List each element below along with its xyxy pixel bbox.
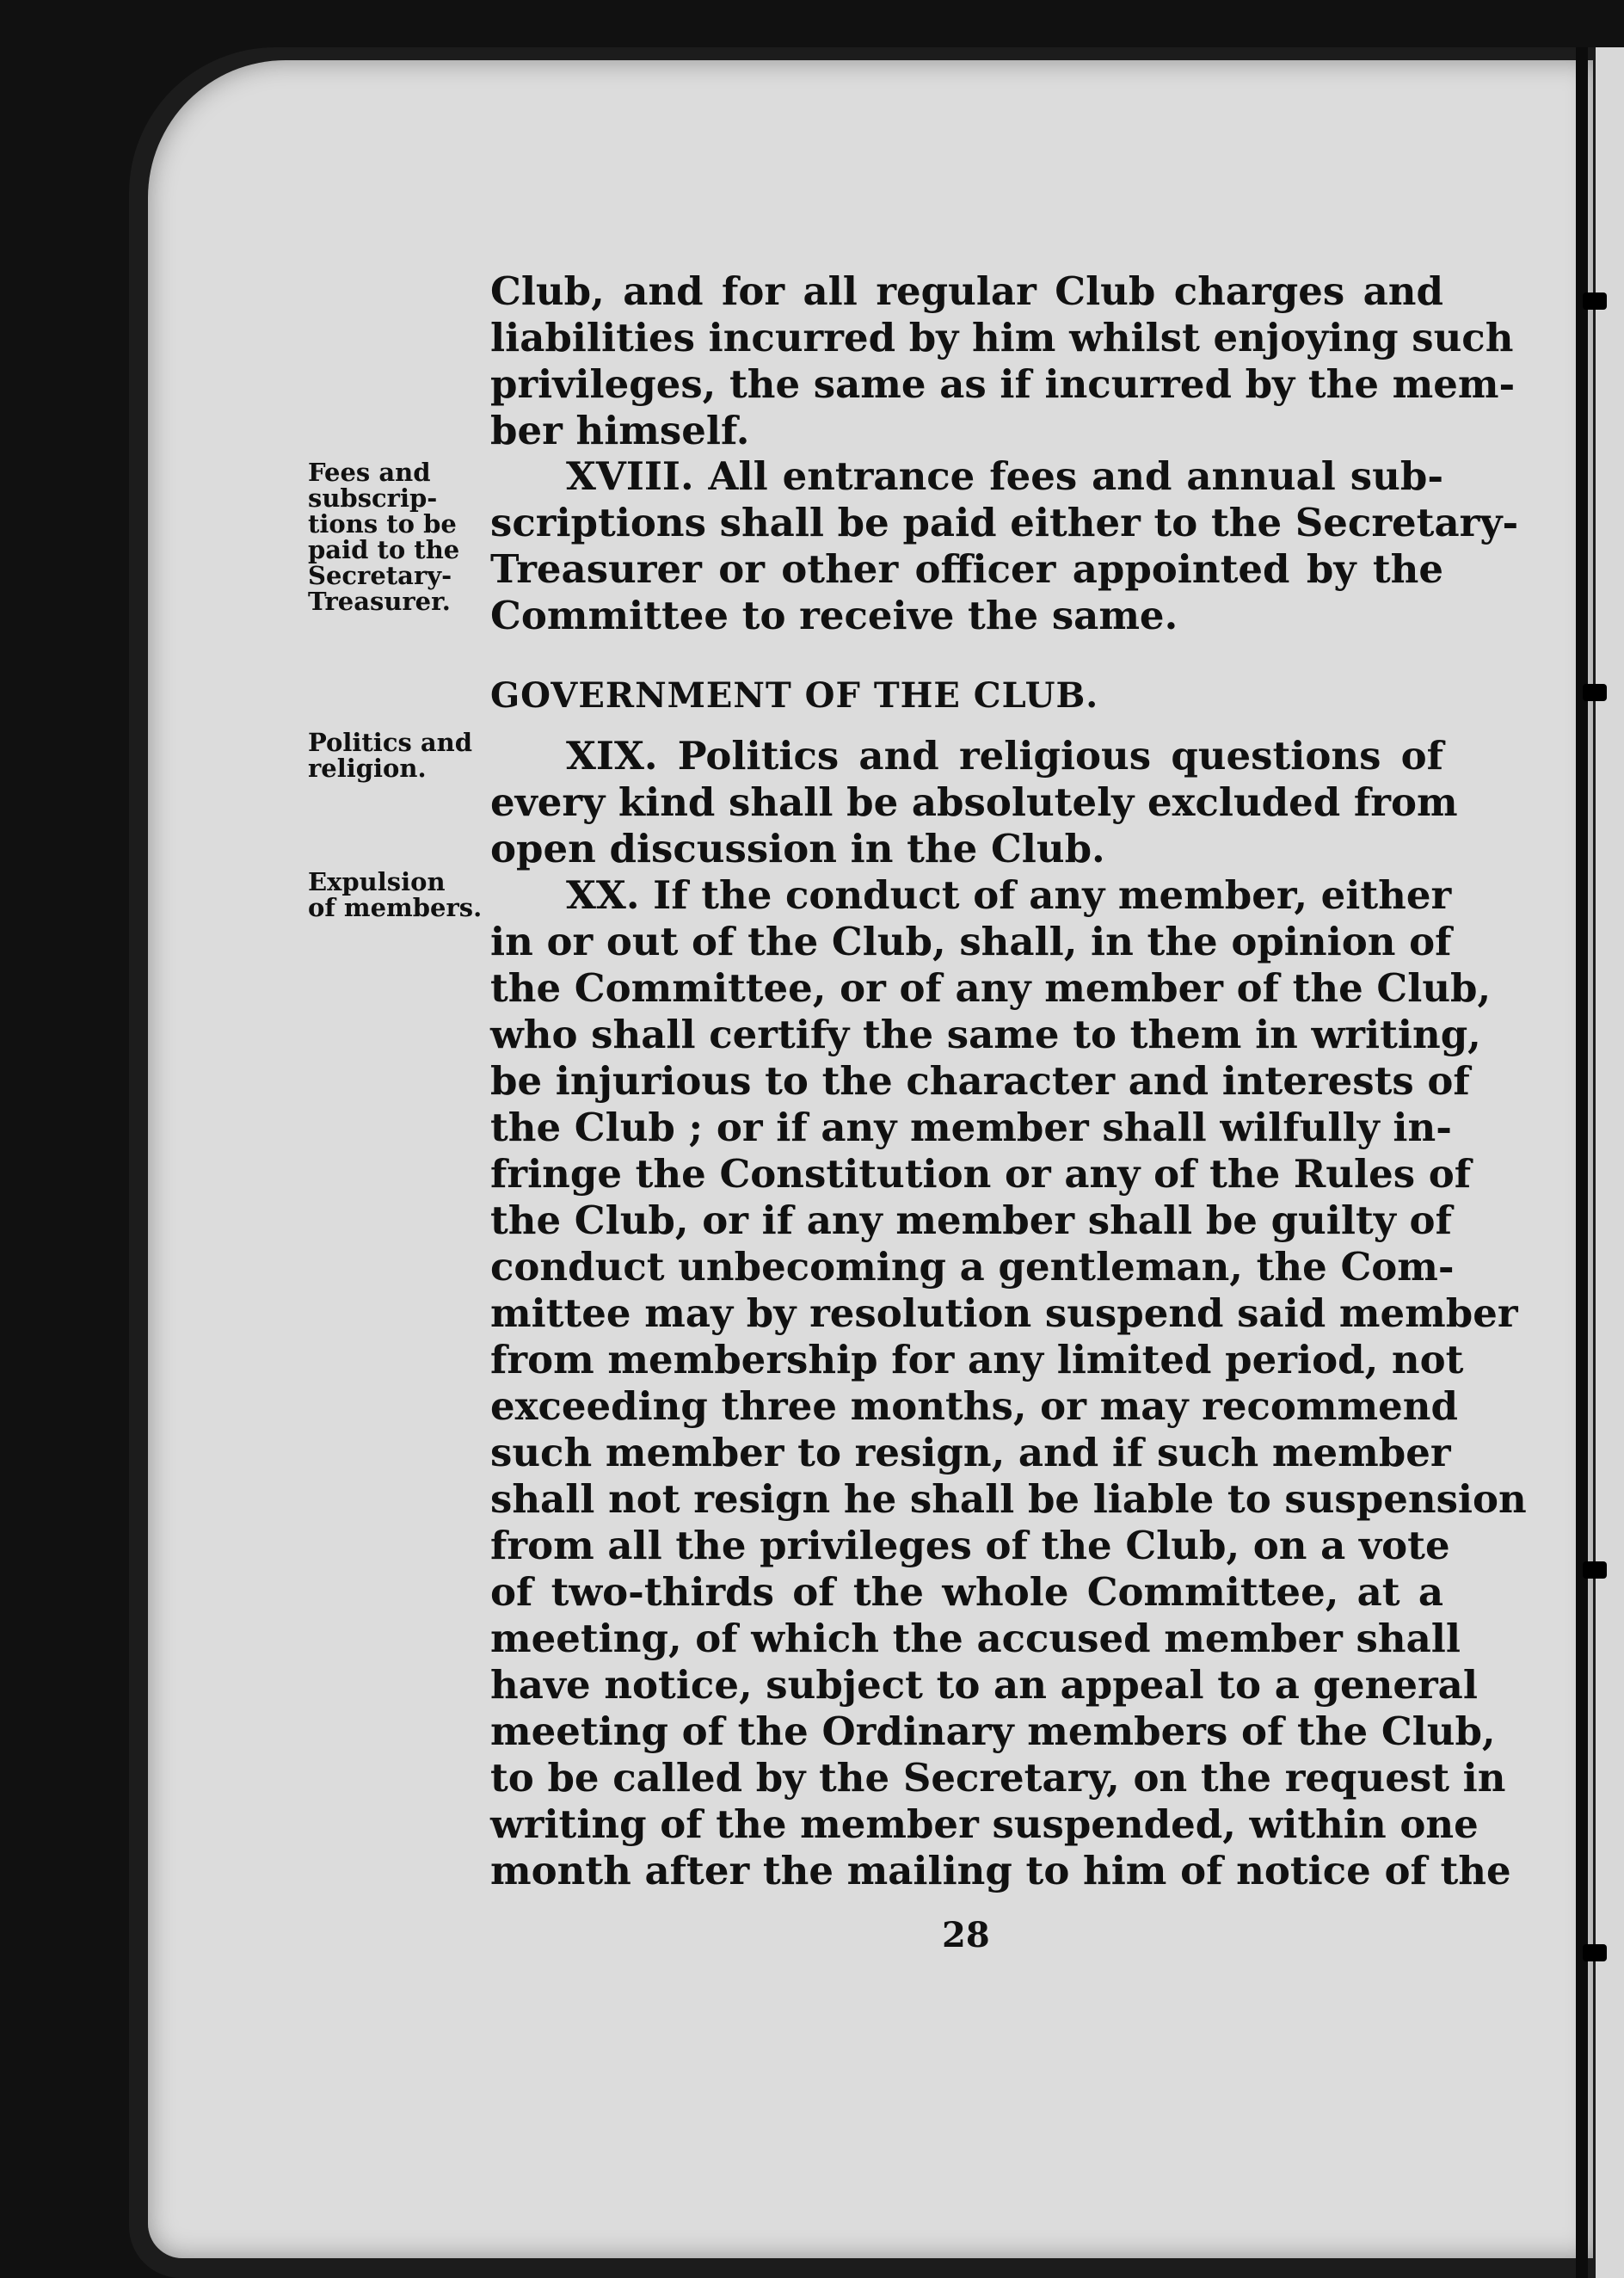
text-line: mittee may by resolution suspend said member	[490, 1290, 1518, 1336]
text-line: scriptions shall be paid either to the Secretary-	[490, 500, 1519, 545]
text-line: month after the mailing to him of notice of the	[490, 1848, 1511, 1893]
margin-note-expulsion: Expulsion of members.	[308, 867, 483, 922]
text-line: fringe the Constitution or any of the Rules of	[490, 1151, 1472, 1197]
text-line: be injurious to the character and interests of	[490, 1058, 1470, 1104]
binding-mark	[1583, 292, 1607, 310]
page-number: 28	[942, 1915, 990, 1955]
text-line: the Club ; or if any member shall wilfully in-	[490, 1105, 1452, 1150]
binding-mark	[1583, 1561, 1607, 1579]
text-line: Club, and for all regular Club charges and	[490, 268, 1443, 314]
text-line: Treasurer or other officer appointed by the	[490, 546, 1443, 592]
text-line: privileges, the same as if incurred by the mem-	[490, 361, 1516, 407]
margin-note-politics: Politics and religion.	[308, 728, 473, 783]
text-line: exceeding three months, or may recommend	[490, 1383, 1458, 1429]
text-line: shall not resign he shall be liable to suspension	[490, 1476, 1527, 1522]
text-line: ber himself.	[490, 408, 750, 453]
binding-mark	[1583, 684, 1607, 701]
text-line: who shall certify the same to them in writing,	[490, 1012, 1481, 1057]
text-line: to be called by the Secretary, on the request in	[490, 1755, 1506, 1801]
text-line: meeting of the Ordinary members of the Club,	[490, 1708, 1496, 1754]
text-line: from membership for any limited period, not	[490, 1337, 1464, 1382]
text-line: have notice, subject to an appeal to a general	[490, 1662, 1478, 1708]
text-line: conduct unbecoming a gentleman, the Com-	[490, 1244, 1455, 1290]
text-line: meeting, of which the accused member shall	[490, 1616, 1461, 1661]
article-xviii	[490, 453, 1519, 639]
text-line: in or out of the Club, shall, in the opinion of	[490, 919, 1452, 964]
text-line: XIX. Politics and religious questions of	[566, 733, 1443, 779]
text-line: every kind shall be absolutely excluded from	[490, 779, 1458, 825]
text-line: writing of the member suspended, within one	[490, 1801, 1479, 1847]
text-line: the Committee, or of any member of the Club,	[490, 965, 1492, 1011]
continuation-paragraph	[490, 268, 1516, 454]
text-line: liabilities incurred by him whilst enjoying such	[490, 315, 1514, 360]
text-line: such member to resign, and if such member	[490, 1430, 1451, 1475]
text-line: the Club, or if any member shall be guilty of	[490, 1197, 1452, 1243]
text-line: Committee to receive the same.	[490, 593, 1178, 638]
article-xix	[490, 733, 1458, 872]
text-line: of two-thirds of the whole Committee, at a	[490, 1569, 1443, 1615]
text-line: XX. If the conduct of any member, either	[566, 872, 1452, 918]
text-line: XVIII. All entrance fees and annual sub-	[566, 453, 1443, 499]
binding-mark	[1583, 1944, 1607, 1961]
text-line: open discussion in the Club.	[490, 826, 1105, 871]
section-heading: GOVERNMENT OF THE CLUB.	[490, 675, 1099, 716]
margin-note-fees: Fees and subscrip- tions to be paid to the Secretary- Treasurer.	[308, 458, 460, 616]
article-xx	[490, 872, 1527, 1894]
text-line: from all the privileges of the Club, on a vote	[490, 1523, 1450, 1568]
